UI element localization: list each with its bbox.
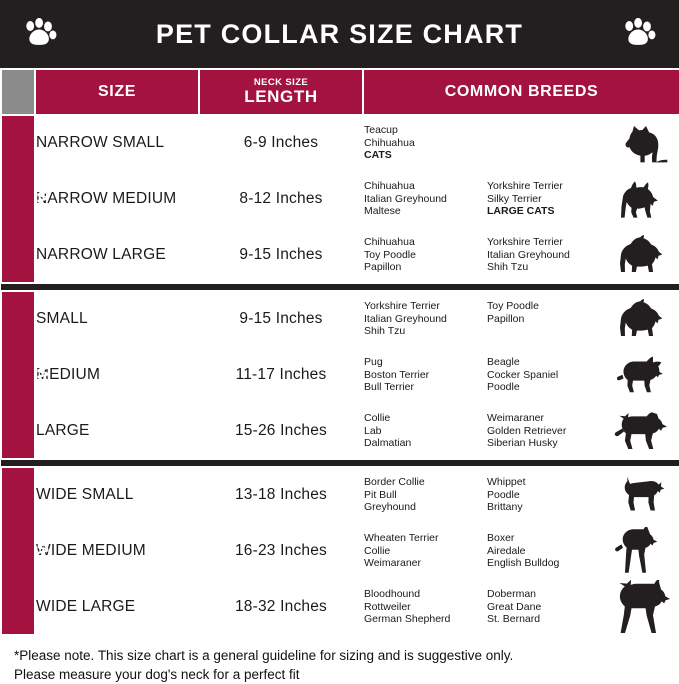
size-name: WIDE SMALL — [35, 467, 199, 523]
neck-length: 8-12 Inches — [199, 171, 363, 227]
group-divider — [1, 459, 679, 467]
breed-list — [363, 579, 603, 635]
breed-icon-cell — [603, 227, 679, 283]
breed-column-right: Beagle Cocker Spaniel Poodle — [487, 356, 559, 394]
breed-list — [363, 347, 603, 403]
breed-column-right: Doberman Great Dane St. Bernard — [487, 588, 542, 626]
breed-column-right: Toy Poodle Papillon — [487, 300, 539, 325]
breed-list — [363, 115, 603, 171]
breed-list — [363, 467, 603, 523]
width-label-1: 1.0" WIDE — [1, 291, 35, 459]
table-row — [1, 523, 679, 579]
breed-icon-cell — [603, 171, 679, 227]
header-length — [199, 69, 363, 115]
table-row — [1, 347, 679, 403]
breed-column-left: Pug Boston Terrier Bull Terrier — [364, 356, 430, 394]
width-label-0: 0.5" WIDE — [1, 115, 35, 283]
neck-length: 11-17 Inches — [199, 347, 363, 403]
paw-icon — [621, 18, 657, 50]
disclaimer-line-2: Please measure your dog's neck for a perfect fit — [14, 667, 300, 682]
breed-column-right: Yorkshire Terrier Italian Greyhound Shih Tzu — [487, 236, 570, 274]
large-dog-icon — [610, 409, 674, 453]
breed-column-left: Teacup Chihuahua CATS — [364, 124, 415, 162]
size-name: WIDE LARGE — [35, 579, 199, 635]
breed-icon-cell — [603, 403, 679, 459]
breed-column-left: Chihuahua Toy Poodle Papillon — [364, 236, 416, 274]
breed-column-left: Chihuahua Italian Greyhound Maltese — [364, 180, 447, 218]
beagle-icon — [611, 354, 673, 396]
neck-length: 6-9 Inches — [199, 115, 363, 171]
table-row — [1, 291, 679, 347]
page-title: PET COLLAR SIZE CHART — [155, 18, 524, 49]
size-name: MEDIUM — [35, 347, 199, 403]
breed-column-left: Yorkshire Terrier Italian Greyhound Shih Tzu — [364, 300, 447, 338]
breed-list — [363, 227, 603, 283]
doberman-icon — [607, 580, 677, 634]
size-name: LARGE — [35, 403, 199, 459]
breed-column-left: Bloodhound Rottweiler German Shepherd — [364, 588, 451, 626]
group-divider — [1, 283, 679, 291]
neck-length: 18-32 Inches — [199, 579, 363, 635]
disclaimer-line-1: *Please note. This size chart is a general guideline for sizing and is suggestive only. — [14, 648, 514, 663]
size-name: WIDE MEDIUM — [35, 523, 199, 579]
breed-column-left: Collie Lab Dalmatian — [364, 412, 412, 450]
breed-list — [363, 171, 603, 227]
breed-icon-cell — [603, 291, 679, 347]
neck-length: 16-23 Inches — [199, 523, 363, 579]
table-row — [1, 115, 679, 171]
small-dog-icon — [613, 178, 671, 220]
size-name: NARROW SMALL — [35, 115, 199, 171]
header-common-breeds: COMMON BREEDS — [363, 69, 679, 115]
breed-column-right — [487, 124, 602, 162]
width-label-2: 1.5" WIDE — [1, 467, 35, 635]
fluffy-dog-icon — [612, 234, 672, 276]
breed-list — [363, 291, 603, 347]
table-header-row — [1, 69, 679, 115]
neck-length: 9-15 Inches — [199, 227, 363, 283]
breed-column-left: Border Collie Pit Bull Greyhound — [364, 476, 425, 514]
breed-icon-cell — [603, 579, 679, 635]
header-corner — [1, 69, 35, 115]
breed-list — [363, 403, 603, 459]
table-row — [1, 227, 679, 283]
breed-column-right: Yorkshire Terrier Silky Terrier LARGE CATS — [487, 180, 563, 218]
table-row — [1, 403, 679, 459]
header-size: SIZE — [35, 69, 199, 115]
neck-length: 13-18 Inches — [199, 467, 363, 523]
table-row — [1, 579, 679, 635]
breed-column-right: Whippet Poodle Brittany — [487, 476, 526, 514]
breed-column-left: Wheaten Terrier Collie Weimaraner — [364, 532, 439, 570]
breed-list — [363, 523, 603, 579]
breed-column-right: Weimaraner Golden Retriever Siberian Husky — [487, 412, 567, 450]
size-name: SMALL — [35, 291, 199, 347]
neck-length: 9-15 Inches — [199, 291, 363, 347]
breed-column-right: Boxer Airedale English Bulldog — [487, 532, 560, 570]
breed-icon-cell — [603, 523, 679, 579]
cat-sitting-icon — [613, 120, 671, 166]
disclaimer-note — [0, 636, 679, 684]
table-row — [1, 171, 679, 227]
header-neck-size-sub: NECK SIZE — [253, 77, 309, 88]
size-name: NARROW MEDIUM — [35, 171, 199, 227]
breed-icon-cell — [603, 115, 679, 171]
bulldog-icon — [611, 474, 673, 516]
header-length-main: LENGTH — [244, 87, 318, 106]
breed-icon-cell — [603, 347, 679, 403]
size-chart-table — [0, 68, 679, 636]
size-name: NARROW LARGE — [35, 227, 199, 283]
table-row — [1, 467, 679, 523]
paw-icon — [22, 18, 58, 50]
fluffy-dog-icon — [612, 298, 672, 340]
standing-dog-icon — [612, 527, 672, 575]
title-bar — [0, 0, 679, 68]
neck-length: 15-26 Inches — [199, 403, 363, 459]
breed-icon-cell — [603, 467, 679, 523]
